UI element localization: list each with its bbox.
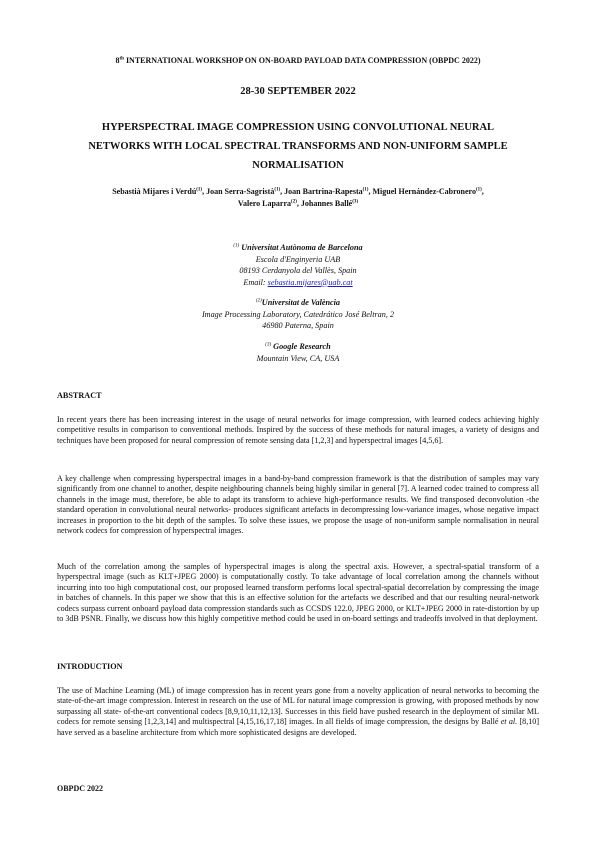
introduction-heading: INTRODUCTION	[57, 662, 123, 671]
affiliation-mark: (2)	[255, 298, 262, 304]
author-line-1: Sebastià Mijares i Verdú$^{(1)}$, Joan Serra-Sagristà$^{(1)}$, Joan Bartrina-Rapesta$^{(1)}$, Miguel Hernández-Cabronero$^{(1)}$,	[112, 187, 484, 196]
workshop-name: INTERNATIONAL WORKSHOP ON ON-BOARD PAYLOAD DATA COMPRESSION (OBPDC 2022)	[123, 56, 481, 65]
title-line-2: NETWORKS WITH LOCAL SPECTRAL TRANSFORMS AND NON-UNIFORM SAMPLE	[88, 141, 508, 152]
author-name: Sebastià Mijares i Verdú	[112, 187, 197, 196]
affiliation-3	[57, 341, 539, 364]
introduction-paragraph-1: The use of Machine Learning (ML) of image compression has in recent years gone from a novelty application of neural networks to becoming the state-of-the-art image compression. Interest in research on the use of ML for natural image compression is growing, with proposed methods by now surpassing all state- of-the-art conventional codecs [8,9,10,11,12,13]. Successes in this field have pushed research in the deployment of similar ML codecs for remote sensing [1,2,3,14] and multispectral [4,15,16,17,18] images. In all fields of image compression, the designs by Ballé et al. [8,10] have served as a baseline architecture from which more sophisticated designs are developed.	[57, 686, 540, 737]
title-line-3: NORMALISATION	[252, 160, 344, 171]
abstract-paragraph-1: In recent years there has been increasing interest in the usage of neural networks for image compression, with learned codecs achieving highly competitive results in comparison to conventional methods. Inspired by the success of these methods for natural images, a variety of designs and techniques have been proposed for neural compression of remote sensing data [1,2,3] and hyperspectral images [4,5,6].	[57, 415, 539, 445]
affiliation-org: Universitat Autònoma de Barcelona	[241, 243, 363, 252]
affiliation-1	[57, 242, 539, 288]
affiliation-org: Google Research	[273, 342, 331, 351]
author-affiliation-mark: (1)	[475, 187, 482, 193]
author-line-2: Valero Laparra$^{(2)}$, Johannes Ballé$^{(3)}$	[237, 199, 359, 208]
affiliation-org: Universitat de València	[261, 298, 341, 307]
abstract-heading: ABSTRACT	[57, 391, 102, 400]
page-footer: OBPDC 2022	[57, 784, 103, 793]
author-affiliation-mark: (1)	[274, 187, 281, 193]
affiliation-mark: (1)	[233, 243, 240, 249]
author-affiliation-mark: (3)	[352, 199, 359, 205]
author-name: Joan Serra-Sagristà	[206, 187, 275, 196]
author-affiliation-mark: (1)	[362, 187, 369, 193]
affiliation-line: Image Processing Laboratory, Catedrático José Beltran, 2	[201, 309, 395, 319]
abstract-paragraph-3: Much of the correlation among the samples of hyperspectral images is along the spectral axis. However, a spectral-spatial transform of a hyperspectral image (such as KLT+JPEG 2000) is computationally costly. To take advantage of local correlation among the channels without incurring into too high computational cost, our proposed learned transform performs local spectral-spatial decorrelation by compressing the image in batches of channels. In this paper we show that this is an effective solution for the artefacts we described and that our resulting neural-network codecs surpass current onboard payload data compression standards such as CCSDS 122.0, JPEG 2000, or KLT+JPEG 2000 in rate-distortion by up to 3dB PSNR. Finally, we discuss how this highly competitive method could be used in on-board settings and tradeoffs involved in that deployment.	[57, 562, 539, 624]
author-affiliation-mark: (1)	[196, 187, 203, 193]
affiliation-2	[57, 297, 539, 332]
workshop-dates: 28-30 SEPTEMBER 2022	[240, 86, 356, 97]
workshop-ordinal: th	[119, 56, 124, 62]
affiliation-mark: (3)	[265, 342, 272, 348]
affiliation-line: Escola d'Enginyeria UAB	[255, 254, 341, 264]
email-link[interactable]: sebastia.mijares@uab.cat	[267, 277, 353, 287]
affiliation-line: 08193 Cerdanyola del Vallès, Spain	[239, 266, 357, 275]
affiliation-line: 46980 Paterna, Spain	[262, 321, 334, 330]
author-name: Joan Bartrina-Rapesta	[284, 187, 363, 196]
author-name: Miguel Hernández-Cabronero	[372, 187, 476, 196]
workshop-header	[57, 56, 539, 65]
author-affiliation-mark: (2)	[291, 199, 297, 205]
affiliation-line: Mountain View, CA, USA	[256, 353, 340, 363]
author-list	[57, 186, 539, 210]
author-name: Valero Laparra	[237, 199, 292, 208]
workshop-number: 8	[115, 56, 120, 65]
email-label: Email:	[243, 277, 268, 287]
paper-title	[57, 118, 539, 175]
author-name: Johannes Ballé	[300, 199, 353, 208]
abstract-paragraph-2: A key challenge when compressing hyperspectral images in a band-by-band compression framework is that the distribution of samples may vary significantly from one channel to another, despite neighbouring channels being highly similar in general [7]. A learned codec trained to compress all channels in the image must, therefore, be able to adapt its transform to achieve high-performance results. We find transposed deconvolution -the standard operation in convolutional neural networks- produces significant artefacts in decompressing low-variance images, whose negative impact increases in proportion to the bit depth of the samples. To solve these issues, we propose the usage of non-uniform sample normalisation in neural network codecs for compression of hyperspectral images.	[57, 474, 539, 536]
title-line-1: HYPERSPECTRAL IMAGE COMPRESSION USING CONVOLUTIONAL NEURAL	[101, 122, 495, 133]
